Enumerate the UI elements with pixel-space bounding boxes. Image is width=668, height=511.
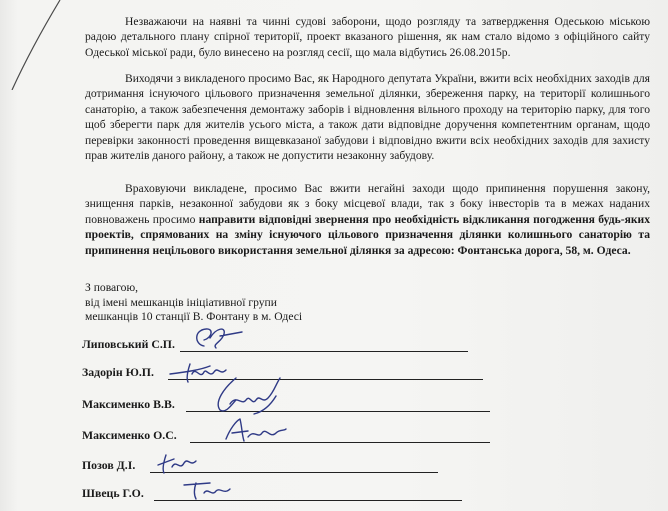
signatory-name: Позов Д.І. xyxy=(82,458,136,472)
paragraph-demand-text: Враховуючи викладене, просимо Вас вжити негайні заходи щодо припинення порушення закону, знищення парків, незаконної забудови як з боку місцевої влади, так з боку інвесторів та в межах наданих повноважень просимо xyxy=(85,182,650,226)
signatory-name: Липовський С.П. xyxy=(82,337,175,351)
closing-greeting: З повагою, xyxy=(85,281,138,294)
closing-residents: мешканців 10 станції В. Фонтану в м. Одесі xyxy=(85,310,303,324)
signatory-name: Швець Г.О. xyxy=(82,486,144,500)
handwritten-signature xyxy=(190,324,250,354)
handwritten-signature xyxy=(206,374,296,418)
signatory-name: Максименко В.В. xyxy=(82,397,175,411)
signature-row xyxy=(82,425,502,445)
handwritten-signature xyxy=(152,447,202,475)
paragraph-request xyxy=(85,71,650,163)
closing-on-behalf: від імені мешканців ініціативної групи xyxy=(85,295,277,309)
signature-row xyxy=(82,334,482,354)
paragraph-demand xyxy=(85,181,650,258)
signature-row xyxy=(82,455,442,475)
paragraph-court-bans xyxy=(85,14,650,60)
closing-block xyxy=(85,281,302,325)
handwritten-signature xyxy=(180,475,240,503)
signature-row xyxy=(82,483,472,503)
signatory-name: Задорін Ю.П. xyxy=(82,365,154,379)
signature-row xyxy=(82,394,502,414)
paragraph-request-text: Виходячи з викладеного просимо Вас, як Народного депутата України, вжити всіх необхідних заходів для дотримання існуючого цільового призначення земельної ділянки, збереження парку, на території колишнього санаторію, а також забезпечення демонтажу заборів і відновлення вільного проходу на територію парку, для того щоб зберегти парк для жителів усього міста, а також дати відповідне доручення компетентним органам, щодо перевірки законності проведення вищевказаної забудови і відповідно вжити всіх необхідних заходів для захисту прав жителів даного району, а також не допустити незаконну забудову. xyxy=(85,72,650,163)
paragraph-court-bans-text: Незважаючи на наявні та чинні судові заборони, щодо розгляду та затвердження Одеською міською радою детального плану спірної території, проект вказаного рішення, як нам стало відомо з офіційного сайту Одеської міської ради, було винесено на розгляд сесії, що мала відбутись 26.08.2015р. xyxy=(85,15,650,59)
binder-fold-line xyxy=(0,0,80,90)
paragraph-demand-bold-text: направити відповідні звернення про необхідність відкликання погодження будь-яких проектів, спрямованих на зміну існуючого цільового призначення ділянки колишнього санаторію та припинення нецільового використання земельної ділянкя за адресою: Фонтанська дорога, 58, м. Одеса. xyxy=(85,212,651,257)
signatory-name: Максименко О.С. xyxy=(82,428,177,442)
handwritten-signature xyxy=(220,415,290,445)
